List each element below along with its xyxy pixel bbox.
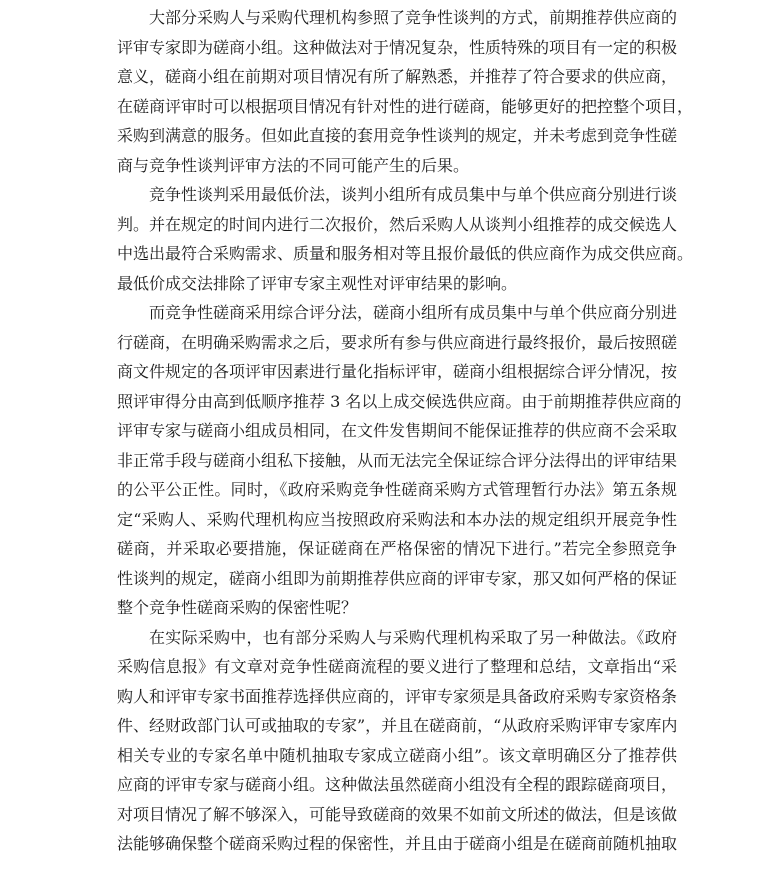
paragraph-3	[117, 298, 682, 623]
text-line: 采购到满意的服务。但如此直接的套用竞争性谈判的规定，并未考虑到竞争性磋	[117, 126, 678, 145]
text-line: 应商的评审专家与磋商小组。这种做法虽然磋商小组没有全程的跟踪磋商项目，	[117, 775, 678, 794]
text-line: 的公平公正性。同时，《政府采购竞争性磋商采购方式管理暂行办法》第五条规	[117, 480, 677, 499]
text-line: 判。并在规定的时间内进行二次报价，然后采购人从谈判小组推荐的成交候选人	[117, 214, 678, 234]
text-line: 对项目情况了解不够深入，可能导致磋商的效果不如前文所述的做法，但是该做	[117, 804, 678, 824]
text-line: 行磋商，在明确采购需求之后，要求所有参与供应商进行最终报价，最后按照磋	[117, 332, 678, 352]
text-line: 件、经财政部门认可或抽取的专家”，并且在磋商前，“从政府采购评审专家库内	[117, 716, 678, 735]
text-line: 大部分采购人与采购代理机构参照了竞争性谈判的方式，前期推荐供应商的	[149, 8, 678, 27]
text-line: 在实际采购中，也有部分采购人与采购代理机构采取了另一种做法。《政府	[149, 627, 677, 647]
text-line: 商文件规定的各项评审因素进行量化指标评审，磋商小组根据综合评分情况，按	[117, 362, 678, 381]
text-line: 性谈判的规定，磋商小组即为前期推荐供应商的评审专家，那又如何严格的保证	[117, 568, 678, 588]
text-line: 照评审得分由高到低顺序推荐 3 名以上成交候选供应商。由于前期推荐供应商的	[117, 391, 682, 411]
text-line: 最低价成交法排除了评审专家主观性对评审结果的影响。	[117, 273, 518, 293]
text-line: 评审专家与磋商小组成员相同，在文件发售期间不能保证推荐的供应商不会采取	[117, 421, 678, 440]
text-line: 评审专家即为磋商小组。这种做法对于情况复杂，性质特殊的项目有一定的积极	[117, 37, 678, 57]
text-line: 商与竞争性谈判评审方法的不同可能产生的后果。	[117, 155, 470, 175]
text-line: 意义，磋商小组在前期对项目情况有所了解熟悉，并推荐了符合要求的供应商，	[117, 67, 678, 86]
document-body	[117, 3, 694, 859]
text-line: 法能够确保整个磋商采购过程的保密性，并且由于磋商小组是在磋商前随机抽取	[117, 834, 678, 853]
text-line: 采购信息报》有文章对竞争性磋商流程的要义进行了整理和总结，文章指出“采	[117, 657, 677, 676]
text-line: 中选出最符合采购需求、质量和服务相对等且报价最低的供应商作为成交供应商。	[117, 244, 694, 263]
text-line: 磋商，并采取必要措施，保证磋商在严格保密的情况下进行。”若完全参照竞争	[117, 539, 677, 558]
text-line: 相关专业的专家名单中随机抽取专家成立磋商小组”。该文章明确区分了推荐供	[117, 745, 677, 765]
text-line: 竞争性谈判采用最低价法，谈判小组所有成员集中与单个供应商分别进行谈	[149, 185, 678, 204]
paragraph-2	[117, 180, 694, 298]
text-line: 非正常手段与磋商小组私下接触，从而无法完全保证综合评分法得出的评审结果	[117, 450, 678, 470]
text-line: 整个竞争性磋商采购的保密性呢？	[117, 598, 358, 617]
text-line: 在磋商评审时可以根据项目情况有针对性的进行磋商，能够更好的把控整个项目，	[117, 96, 694, 116]
text-line: 定“采购人、采购代理机构应当按照政府采购法和本办法的规定组织开展竞争性	[117, 509, 677, 529]
paragraph-1	[117, 3, 694, 180]
text-line: 而竞争性磋商采用综合评分法，磋商小组所有成员集中与单个供应商分别进	[149, 303, 678, 322]
text-line: 购人和评审专家书面推荐选择供应商的，评审专家须是具备政府采购专家资格条	[117, 686, 678, 706]
paragraph-4	[117, 623, 677, 859]
